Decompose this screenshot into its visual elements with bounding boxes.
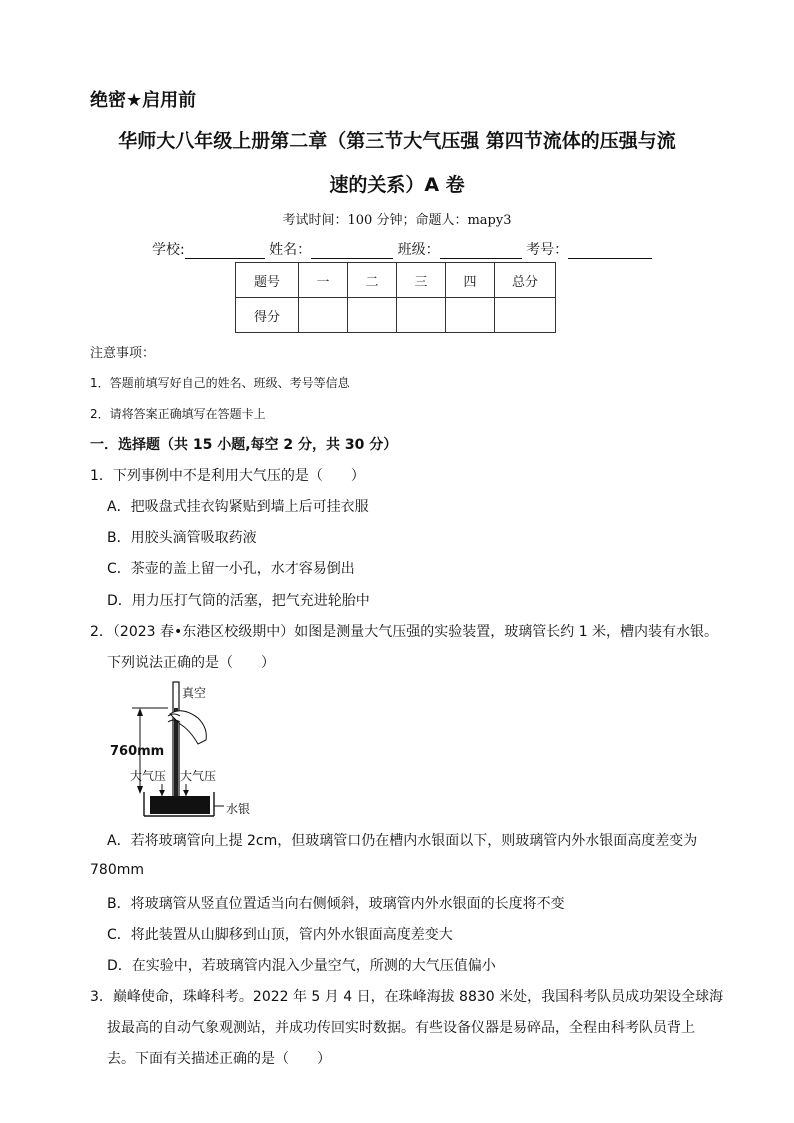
score-cell[interactable] <box>446 298 495 333</box>
note-item: 2．请将答案正确填写在答题卡上 <box>90 407 266 421</box>
number-blank[interactable] <box>568 244 652 259</box>
question-2-option-b[interactable]: B．将玻璃管从竖直位置适当向右侧倾斜，玻璃管内外水银面的长度将不变 <box>107 896 565 912</box>
figure-label-air-left: 大气压 <box>130 769 167 783</box>
score-header-cell: 四 <box>446 263 495 298</box>
score-table-score-row <box>236 298 556 333</box>
mercury-column <box>174 708 178 808</box>
question-1-stem: 1．下列事例中不是利用大气压的是（ ） <box>90 468 365 484</box>
student-info-row <box>152 239 652 259</box>
score-cell[interactable] <box>299 298 348 333</box>
question-2-option-a-cont: 780mm <box>90 862 144 878</box>
figure-label-air-right: 大气压 <box>180 769 217 783</box>
score-cell[interactable] <box>348 298 397 333</box>
question-2-option-d[interactable]: D．在实验中，若玻璃管内混入少量空气，所测的大气压值偏小 <box>107 958 496 974</box>
question-1-option-b[interactable]: B．用胶头滴管吸取药液 <box>107 530 257 546</box>
score-header-cell: 三 <box>397 263 446 298</box>
question-2-option-c[interactable]: C．将此装置从山脚移到山顶，管内外水银面高度差变大 <box>107 927 453 943</box>
question-3-line2: 拔最高的自动气象观测站，并成功传回实时数据。有些设备仪器是易碎品，全程由科考队员背上 <box>107 1020 695 1036</box>
question-2-stem-line2: 下列说法正确的是（ ） <box>107 655 275 671</box>
mercury-tank <box>150 796 210 814</box>
page-title-line1: 华师大八年级上册第二章（第三节大气压强 第四节流体的压强与流 <box>118 130 676 152</box>
class-label: 班级： <box>397 242 440 258</box>
exam-info: 考试时间：100 分钟；命题人：mapy3 <box>282 213 512 228</box>
number-label: 考号： <box>526 242 569 258</box>
name-label: 姓名： <box>269 242 312 258</box>
score-cell[interactable] <box>397 298 446 333</box>
school-label: 学校: <box>152 242 185 258</box>
note-item: 1．答题前填写好自己的姓名、班级、考号等信息 <box>90 376 350 390</box>
school-blank[interactable] <box>185 244 265 259</box>
figure-label-height: 760mm <box>110 744 165 759</box>
question-1-option-a[interactable]: A．把吸盘式挂衣钩紧贴到墙上后可挂衣服 <box>107 499 369 515</box>
section-title: 一．选择题（共 15 小题,每空 2 分，共 30 分） <box>90 437 398 453</box>
figure-label-vacuum: 真空 <box>182 686 207 700</box>
class-blank[interactable] <box>440 244 522 259</box>
score-header-cell: 总分 <box>495 263 556 298</box>
notes-heading: 注意事项： <box>90 346 156 361</box>
question-3-line1: 3．巅峰使命，珠峰科考。2022 年 5 月 4 日，在珠峰海拔 8830 米处，我国科考队员成功架设全球海 <box>90 989 724 1005</box>
figure-label-mercury: 水银 <box>226 802 251 816</box>
score-header-cell: 一 <box>299 263 348 298</box>
question-2-stem-line1: 2．（2023 春•东港区校级期中）如图是测量大气压强的实验装置，玻璃管长约 1 米，槽内装有水银。 <box>90 624 719 640</box>
score-table-header-row <box>236 263 556 298</box>
page-title-line2: 速的关系）A 卷 <box>329 174 465 196</box>
question-3-line3: 去。下面有关描述正确的是（ ） <box>107 1051 331 1067</box>
score-table <box>235 262 556 333</box>
secret-label: 绝密★启用前 <box>90 90 197 111</box>
question-2-option-a[interactable]: A．若将玻璃管向上提 2cm，但玻璃管口仍在槽内水银面以下，则玻璃管内外水银面高度差变为 <box>107 833 698 849</box>
question-1-option-d[interactable]: D．用力压打气筒的活塞，把气充进轮胎中 <box>107 593 370 609</box>
score-header-cell: 题号 <box>236 263 299 298</box>
score-header-cell: 二 <box>348 263 397 298</box>
question-1-option-c[interactable]: C．茶壶的盖上留一小孔，水才容易倒出 <box>107 561 355 577</box>
name-blank[interactable] <box>311 244 393 259</box>
score-row-label: 得分 <box>236 298 299 333</box>
score-cell[interactable] <box>495 298 556 333</box>
